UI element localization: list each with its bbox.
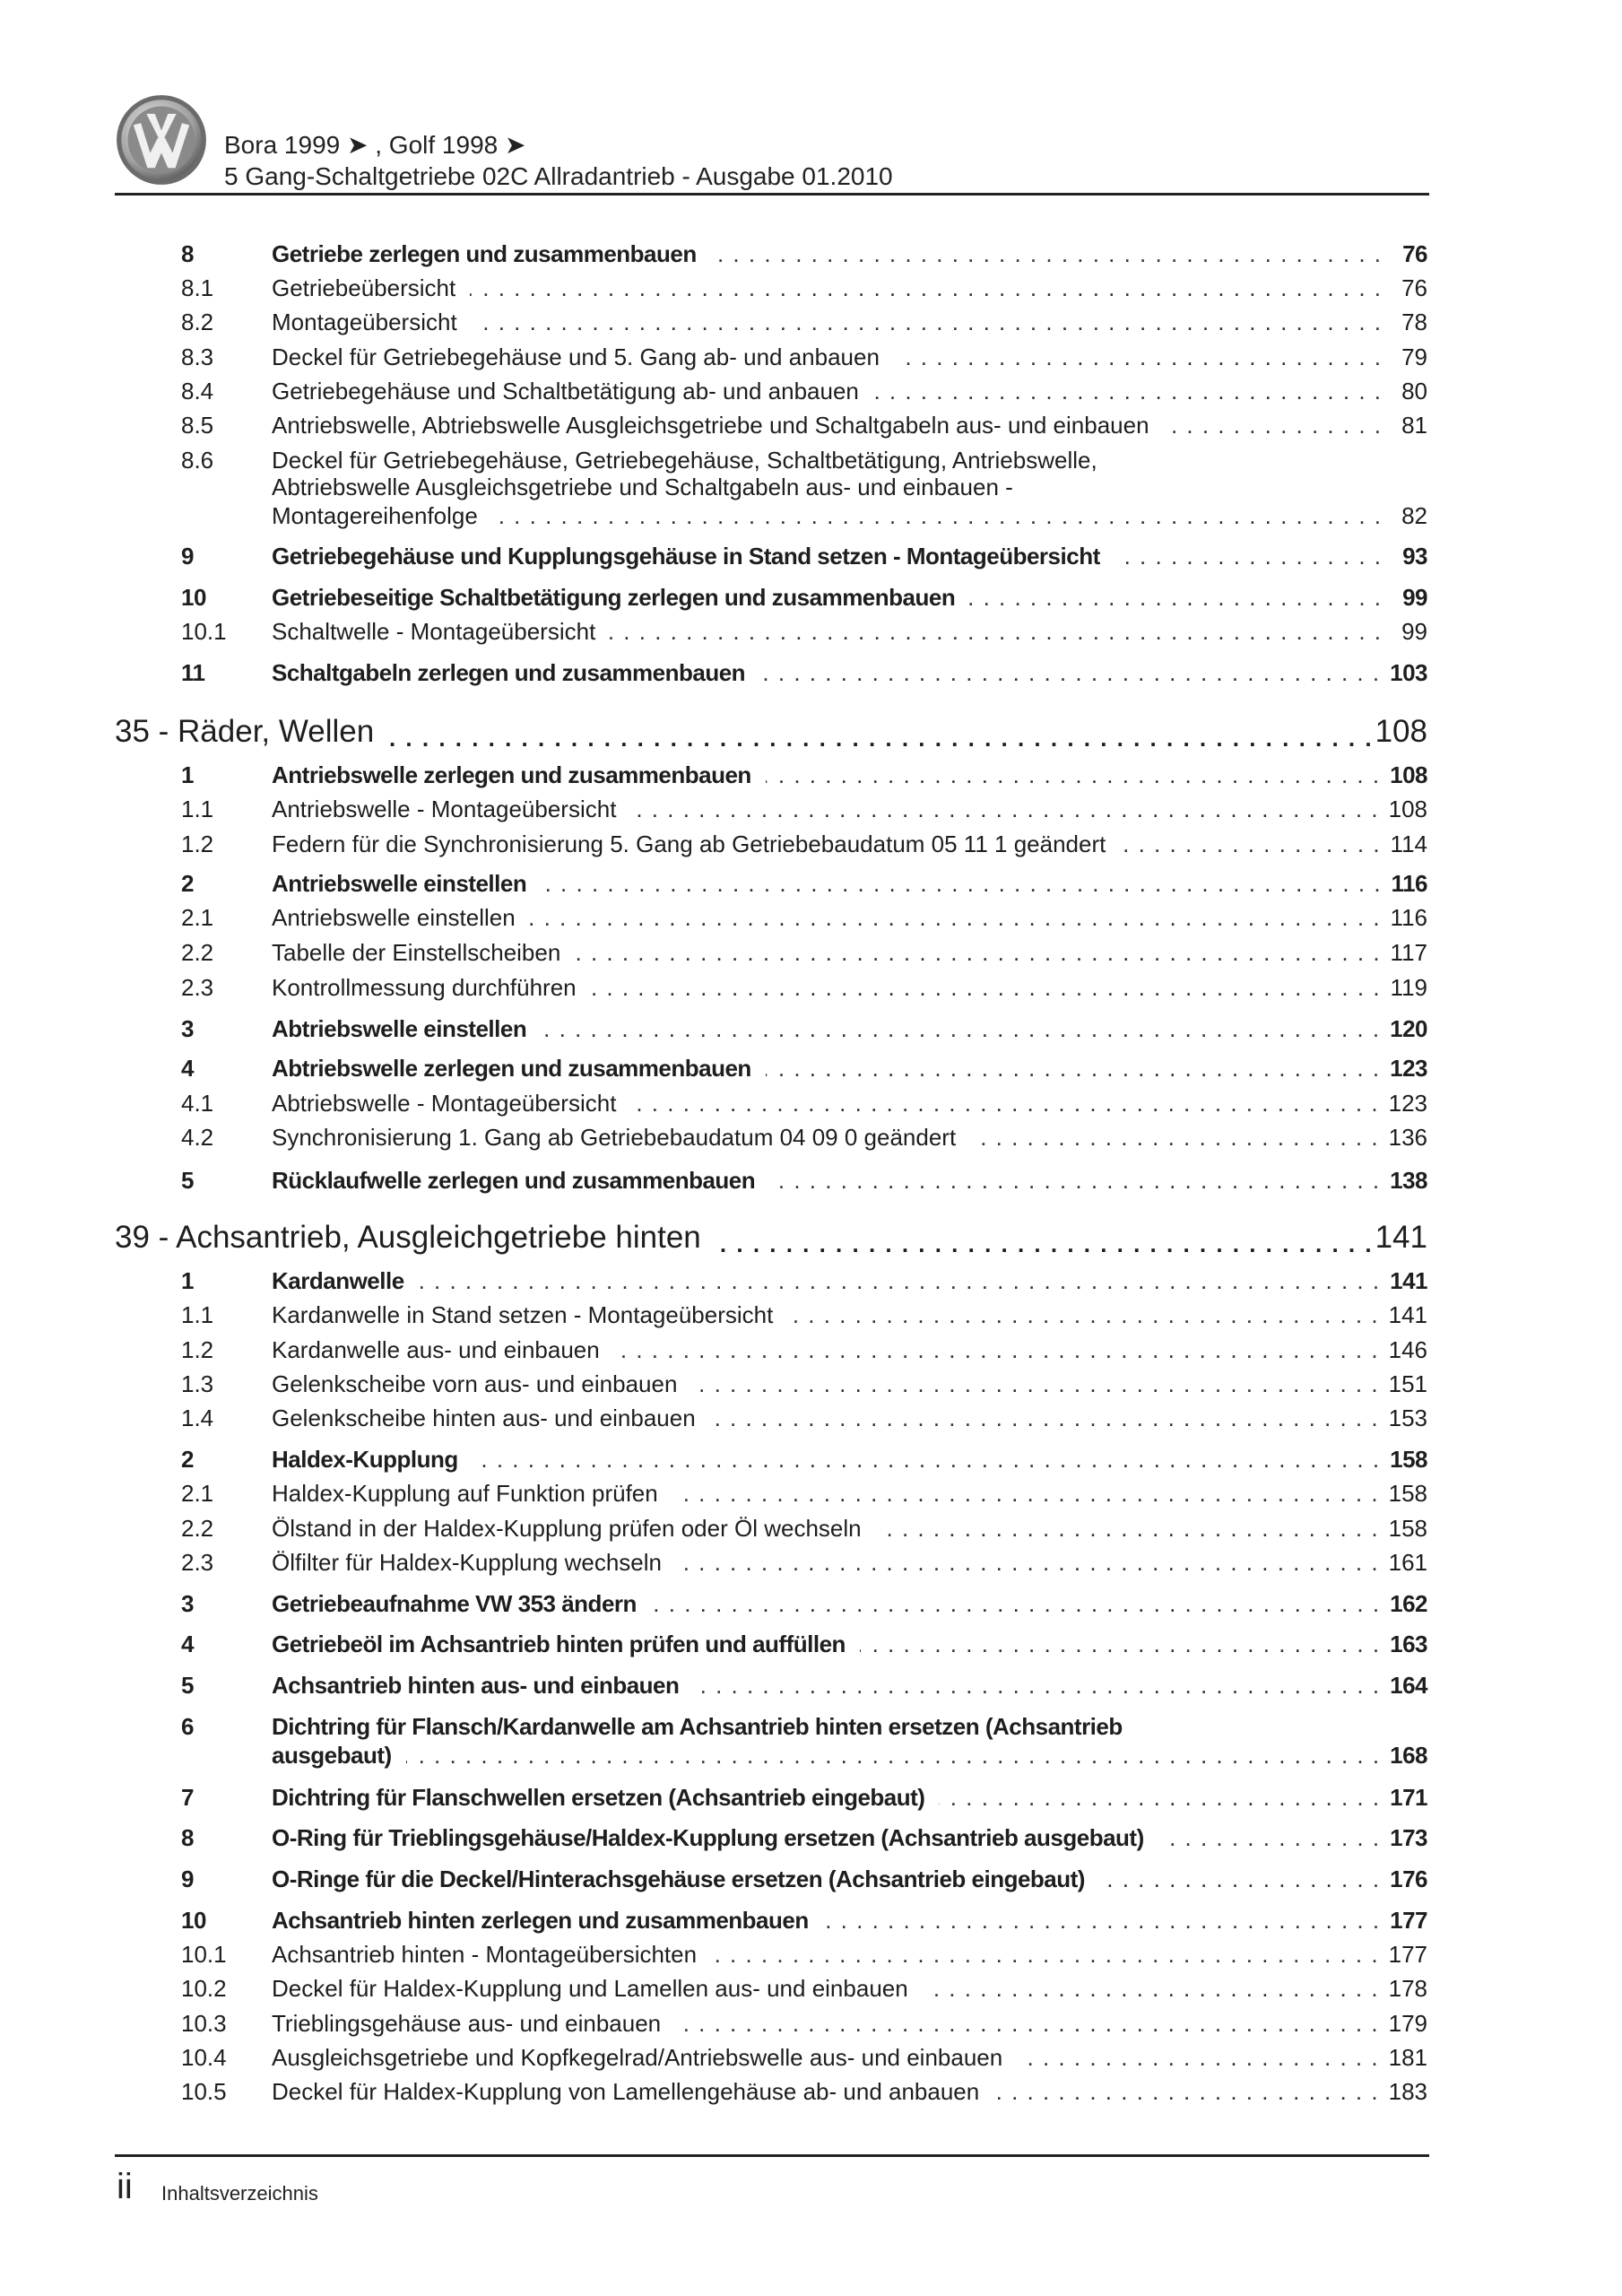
toc-number: 8.4 <box>181 378 214 404</box>
dot-leader <box>575 938 1379 967</box>
toc-number: 10.5 <box>181 2078 227 2105</box>
toc-page: 141 <box>1388 1301 1427 1328</box>
toc-entry[interactable] <box>181 2043 1427 2072</box>
dot-leader <box>651 1589 1379 1618</box>
toc-entry[interactable] <box>181 411 1427 439</box>
toc-number: 4 <box>181 1055 194 1082</box>
toc-entry[interactable] <box>181 343 1427 371</box>
toc-number: 8 <box>181 1824 194 1851</box>
toc-title-line: ausgebaut) <box>272 1742 392 1769</box>
toc-number: 8.2 <box>181 309 214 335</box>
toc-entry[interactable] <box>181 542 1427 570</box>
dot-leader <box>710 1404 1378 1432</box>
dot-leader <box>676 1548 1378 1577</box>
toc-entry[interactable] <box>181 2009 1427 2038</box>
toc-page: 183 <box>1388 2078 1427 2105</box>
toc-title: Antriebswelle einstellen <box>272 904 516 931</box>
dot-leader <box>1115 542 1381 570</box>
toc-number: 1.4 <box>181 1405 214 1431</box>
toc-title: Rücklaufwelle zerlegen und zusammenbauen <box>272 1167 756 1194</box>
toc-number: 10.1 <box>181 618 227 645</box>
toc-page: 136 <box>1388 1124 1427 1151</box>
toc-entry-line <box>181 446 1427 474</box>
dot-leader <box>541 1014 1379 1043</box>
toc-title: Kontrollmessung durchführen <box>272 974 577 1001</box>
toc-entry[interactable] <box>181 1630 1427 1658</box>
toc-number: 10.2 <box>181 1975 227 2002</box>
toc-number: 2.3 <box>181 1549 214 1576</box>
toc-title: Abtriebswelle - Montageübersicht <box>272 1090 617 1117</box>
footer-divider <box>115 2154 1429 2157</box>
toc-title: Getriebegehäuse und Kupplungsgehäuse in Stand setzen - Montageübersicht <box>272 543 1100 570</box>
toc-entry[interactable] <box>181 1054 1427 1083</box>
toc-title: Tabelle der Einstellscheiben <box>272 939 561 966</box>
toc-title: Kardanwelle aus- und einbauen <box>272 1336 600 1363</box>
toc-page: 179 <box>1388 2010 1427 2037</box>
dot-leader <box>614 1335 1378 1364</box>
toc-title: Gelenkscheibe vorn aus- und einbauen <box>272 1370 678 1397</box>
toc-entry[interactable] <box>181 274 1427 302</box>
toc-page: 151 <box>1388 1370 1427 1397</box>
header-document-title: 5 Gang-Schaltgetriebe 02C Allradantrieb - Ausgabe 01.2010 <box>224 162 893 190</box>
toc-entry[interactable] <box>181 903 1427 932</box>
toc-page: 76 <box>1402 240 1427 267</box>
toc-number: 4 <box>181 1631 194 1657</box>
toc-number: 10 <box>181 584 206 611</box>
toc-entry[interactable] <box>181 1514 1427 1543</box>
dot-leader <box>1120 830 1379 858</box>
toc-title-line: Montagereihenfolge <box>272 502 478 529</box>
toc-page: 82 <box>1401 502 1427 529</box>
toc-title: Haldex-Kupplung auf Funktion prüfen <box>272 1480 658 1507</box>
toc-page: 177 <box>1390 1907 1427 1934</box>
toc-entry[interactable] <box>181 1123 1427 1152</box>
toc-page: 178 <box>1388 1975 1427 2002</box>
toc-number: 3 <box>181 1015 194 1042</box>
dot-leader <box>969 583 1381 612</box>
toc-title: Schaltgabeln zerlegen und zusammenbauen <box>272 659 746 686</box>
toc-title: Getriebeseitige Schaltbetätigung zerlegen und zusammenbauen <box>272 584 956 611</box>
toc-title: Schaltwelle - Montageübersicht <box>272 618 596 645</box>
dot-leader <box>1164 411 1381 439</box>
toc-number: 1 <box>181 1267 194 1294</box>
toc-entry[interactable] <box>181 938 1427 967</box>
toc-number: 8.6 <box>181 447 214 474</box>
dot-leader <box>894 343 1381 371</box>
toc-title-line: Deckel für Getriebegehäuse, Getriebegehäuse, Schaltbetätigung, Antriebswelle, <box>272 447 1097 474</box>
toc-number-spacer <box>181 1741 272 1770</box>
dot-leader <box>766 1054 1379 1083</box>
dot-leader <box>610 617 1381 646</box>
toc-page: 171 <box>1390 1784 1427 1811</box>
toc-number: 7 <box>181 1784 194 1811</box>
toc-page: 146 <box>1388 1336 1427 1363</box>
dot-leader <box>672 1479 1378 1508</box>
toc-number: 3 <box>181 1590 194 1617</box>
toc-entry[interactable] <box>181 1906 1427 1935</box>
toc-title: Deckel für Getriebegehäuse und 5. Gang ab- und anbauen <box>272 344 880 370</box>
toc-entry[interactable] <box>181 1300 1427 1329</box>
toc-entry[interactable] <box>181 1823 1427 1852</box>
toc-page: 161 <box>1388 1549 1427 1576</box>
toc-page: 108 <box>1390 761 1427 788</box>
toc-section-heading[interactable] <box>115 1218 1427 1257</box>
toc-title: Trieblingsgehäuse aus- und einbauen <box>272 2010 662 2037</box>
dot-leader <box>492 501 1381 530</box>
toc-number: 10.3 <box>181 2010 227 2037</box>
toc-title: Haldex-Kupplung <box>272 1446 458 1473</box>
toc-page: 163 <box>1390 1631 1427 1657</box>
toc-entry[interactable] <box>181 1671 1427 1700</box>
toc-page: 80 <box>1401 378 1427 404</box>
toc-title: Achsantrieb hinten - Montageübersichten <box>272 1941 698 1968</box>
dot-leader <box>923 1974 1378 2003</box>
toc-entry[interactable] <box>181 377 1427 405</box>
toc-title: Achsantrieb hinten aus- und einbauen <box>272 1672 680 1699</box>
toc-number: 5 <box>181 1167 194 1194</box>
toc-page: 120 <box>1390 1015 1427 1042</box>
toc-page: 116 <box>1390 904 1427 931</box>
dot-leader <box>711 239 1381 268</box>
header-divider <box>115 193 1429 196</box>
toc-entry[interactable] <box>181 1089 1427 1118</box>
toc-page: 177 <box>1388 1941 1427 1968</box>
dot-leader <box>876 1514 1378 1543</box>
toc-entry-line <box>181 1712 1427 1741</box>
section-title: 39 - Achsantrieb, Ausgleichgetriebe hinten <box>115 1220 701 1255</box>
toc-title: Antriebswelle, Abtriebswelle Ausgleichsgetriebe und Schaltgabeln aus- und einbauen <box>272 412 1149 439</box>
toc-title: Dichtring für Flanschwellen ersetzen (Achsantrieb eingebaut) <box>272 1784 925 1811</box>
dot-leader <box>873 377 1381 405</box>
toc-number: 1.2 <box>181 1336 214 1363</box>
toc-title: Ölfilter für Haldex-Kupplung wechseln <box>272 1549 662 1576</box>
toc-number: 9 <box>181 543 194 570</box>
toc-page: 93 <box>1402 543 1427 570</box>
toc-number: 2 <box>181 1446 194 1473</box>
dot-leader <box>711 1940 1378 1969</box>
toc-number: 8.5 <box>181 412 214 439</box>
toc-page: 158 <box>1390 1446 1427 1473</box>
toc-entry[interactable] <box>181 1370 1427 1398</box>
toc-title: Federn für die Synchronisierung 5. Gang ab Getriebebaudatum 05 11 1 geändert <box>272 831 1106 857</box>
footer-page-number: ii <box>117 2167 133 2206</box>
toc-title: Gelenkscheibe hinten aus- und einbauen <box>272 1405 696 1431</box>
toc-title: Getriebeaufnahme VW 353 ändern <box>272 1590 637 1617</box>
toc-entry[interactable] <box>181 830 1427 858</box>
dot-leader <box>823 1906 1379 1935</box>
toc-title: Antriebswelle - Montageübersicht <box>272 796 617 822</box>
toc-number: 10.1 <box>181 1941 227 1968</box>
toc-number: 10.4 <box>181 2044 227 2071</box>
toc-number: 1.1 <box>181 1301 214 1328</box>
toc-entry[interactable] <box>181 1865 1427 1893</box>
toc-title: Kardanwelle <box>272 1267 404 1294</box>
toc-title: Abtriebswelle zerlegen und zusammenbauen <box>272 1055 751 1082</box>
toc-page: 116 <box>1391 870 1427 897</box>
toc-page: 78 <box>1401 309 1427 335</box>
toc-title: Getriebegehäuse und Schaltbetätigung ab- und anbauen <box>272 378 859 404</box>
toc-title: O-Ringe für die Deckel/Hinterachsgehäuse ersetzen (Achsantrieb eingebaut) <box>272 1866 1085 1892</box>
toc-section-heading[interactable] <box>115 712 1427 752</box>
toc-entry[interactable] <box>181 1783 1427 1812</box>
toc-title: Kardanwelle in Stand setzen - Montageübersicht <box>272 1301 774 1328</box>
dot-leader <box>406 1741 1379 1770</box>
toc-title: Getriebe zerlegen und zusammenbauen <box>272 240 697 267</box>
toc-entry[interactable] <box>181 869 1427 898</box>
toc-page: 76 <box>1401 274 1427 301</box>
dot-leader <box>691 1370 1377 1398</box>
toc-number: 6 <box>181 1713 194 1740</box>
toc-page: 158 <box>1388 1515 1427 1542</box>
toc-number: 2.2 <box>181 939 214 966</box>
toc-entry[interactable] <box>181 1479 1427 1508</box>
dot-leader <box>541 869 1380 898</box>
toc-entry[interactable] <box>181 583 1427 612</box>
toc-page: 108 <box>1388 796 1427 822</box>
toc-number: 8.1 <box>181 274 214 301</box>
toc-entry[interactable] <box>181 308 1427 336</box>
toc-number-spacer <box>181 473 272 501</box>
dot-leader <box>766 761 1379 789</box>
toc-entry[interactable] <box>181 795 1427 823</box>
dot-leader <box>591 973 1380 1002</box>
toc-page: 168 <box>1390 1742 1427 1769</box>
toc-number: 5 <box>181 1672 194 1699</box>
toc-page: 117 <box>1390 939 1427 966</box>
dot-leader <box>1158 1823 1379 1852</box>
dot-leader <box>993 2077 1377 2106</box>
toc-entry[interactable] <box>181 1404 1427 1432</box>
toc-page: 81 <box>1401 412 1427 439</box>
toc-title: Antriebswelle einstellen <box>272 870 527 897</box>
dot-leader <box>717 1218 1372 1257</box>
toc-entry[interactable] <box>181 617 1427 646</box>
toc-page: 153 <box>1388 1405 1427 1431</box>
toc-entry[interactable] <box>181 1266 1427 1295</box>
toc-number: 4.1 <box>181 1090 214 1117</box>
toc-page: 164 <box>1390 1672 1427 1699</box>
toc-title: Getriebeübersicht <box>272 274 456 301</box>
dot-leader <box>675 2009 1377 2038</box>
dot-leader <box>472 308 1381 336</box>
section-title: 35 - Räder, Wellen <box>115 714 375 749</box>
dot-leader <box>470 274 1381 302</box>
toc-entry[interactable] <box>181 2077 1427 2106</box>
toc-number: 2 <box>181 870 194 897</box>
section-page: 141 <box>1375 1220 1427 1255</box>
toc-page: 99 <box>1401 618 1427 645</box>
section-page: 108 <box>1375 714 1427 749</box>
toc-entry[interactable] <box>181 1166 1427 1195</box>
dot-leader <box>759 658 1379 687</box>
toc-number: 1 <box>181 761 194 788</box>
dot-leader <box>769 1166 1379 1195</box>
toc-page: 176 <box>1390 1866 1427 1892</box>
toc-number: 8 <box>181 240 194 267</box>
toc-entry-line <box>181 473 1427 501</box>
toc-page: 158 <box>1388 1480 1427 1507</box>
toc-page: 173 <box>1390 1824 1427 1851</box>
toc-number: 1.1 <box>181 796 214 822</box>
toc-page: 123 <box>1388 1090 1427 1117</box>
toc-number: 1.2 <box>181 831 214 857</box>
toc-number: 9 <box>181 1866 194 1892</box>
dot-leader <box>939 1783 1379 1812</box>
toc-number: 2.1 <box>181 904 214 931</box>
toc-title-line: Abtriebswelle Ausgleichsgetriebe und Schaltgabeln aus- und einbauen - <box>272 474 1013 500</box>
toc-title: Ölstand in der Haldex-Kupplung prüfen oder Öl wechseln <box>272 1515 862 1542</box>
toc-entry[interactable] <box>181 1940 1427 1969</box>
dot-leader <box>860 1630 1379 1658</box>
footer-label: Inhaltsverzeichnis <box>161 2182 318 2205</box>
toc-entry[interactable] <box>181 658 1427 687</box>
toc-number: 10 <box>181 1907 206 1934</box>
toc-title: Getriebeöl im Achsantrieb hinten prüfen und auffüllen <box>272 1631 846 1657</box>
toc-number: 11 <box>181 659 205 686</box>
dot-leader <box>693 1671 1379 1700</box>
dot-leader <box>970 1123 1377 1152</box>
vw-logo-icon <box>115 93 208 187</box>
toc-title-line: Dichtring für Flansch/Kardanwelle am Achsantrieb hinten ersetzen (Achsantrieb <box>272 1713 1123 1740</box>
toc-number: 8.3 <box>181 344 214 370</box>
toc-page: 162 <box>1390 1590 1427 1617</box>
toc-title: Achsantrieb hinten zerlegen und zusammenbauen <box>272 1907 809 1934</box>
toc-number: 2.3 <box>181 974 214 1001</box>
dot-leader <box>530 903 1380 932</box>
toc-page: 138 <box>1390 1167 1427 1194</box>
dot-leader <box>787 1300 1377 1329</box>
toc-title: Montageübersicht <box>272 309 457 335</box>
header-models: Bora 1999 ➤ , Golf 1998 ➤ <box>224 131 526 159</box>
toc-entry[interactable] <box>181 973 1427 1002</box>
toc-page: 114 <box>1390 831 1427 857</box>
toc-entry[interactable] <box>181 1548 1427 1577</box>
toc-number: 4.2 <box>181 1124 214 1151</box>
toc-number-spacer <box>181 501 272 530</box>
toc-entry[interactable] <box>181 1445 1427 1474</box>
dot-leader <box>473 1445 1379 1474</box>
dot-leader <box>630 795 1377 823</box>
toc-entry[interactable] <box>181 1335 1427 1364</box>
toc-page: 141 <box>1390 1267 1427 1294</box>
dot-leader <box>1017 2043 1377 2072</box>
toc-title: Ausgleichsgetriebe und Kopfkegelrad/Antriebswelle aus- und einbauen <box>272 2044 1003 2071</box>
toc-title: Abtriebswelle einstellen <box>272 1015 527 1042</box>
toc-title: Deckel für Haldex-Kupplung von Lamellengehäuse ab- und anbauen <box>272 2078 980 2105</box>
toc-title: O-Ring für Trieblingsgehäuse/Haldex-Kupplung ersetzen (Achsantrieb ausgebaut) <box>272 1824 1144 1851</box>
toc-number: 2.2 <box>181 1515 214 1542</box>
toc-title: Synchronisierung 1. Gang ab Getriebebaudatum 04 09 0 geändert <box>272 1124 957 1151</box>
toc-page: 103 <box>1390 659 1427 686</box>
toc-title: Deckel für Haldex-Kupplung und Lamellen aus- und einbauen <box>272 1975 908 2002</box>
toc-entry[interactable] <box>181 239 1427 268</box>
toc-page: 79 <box>1401 344 1427 370</box>
toc-entry-line <box>181 1741 1427 1770</box>
dot-leader <box>1099 1865 1379 1893</box>
toc-entry[interactable] <box>181 761 1427 789</box>
toc-entry[interactable] <box>181 1014 1427 1043</box>
toc-page: 181 <box>1388 2044 1427 2071</box>
toc-entry[interactable] <box>181 1589 1427 1618</box>
dot-leader <box>630 1089 1377 1118</box>
toc-title: Antriebswelle zerlegen und zusammenbauen <box>272 761 751 788</box>
toc-entry-line <box>181 501 1427 530</box>
toc-entry[interactable] <box>181 1974 1427 2003</box>
dot-leader <box>390 712 1371 752</box>
toc-page: 123 <box>1390 1055 1427 1082</box>
toc-number: 2.1 <box>181 1480 214 1507</box>
toc-page: 99 <box>1402 584 1427 611</box>
dot-leader <box>419 1266 1379 1295</box>
toc-number: 1.3 <box>181 1370 214 1397</box>
toc-page: 119 <box>1390 974 1427 1001</box>
